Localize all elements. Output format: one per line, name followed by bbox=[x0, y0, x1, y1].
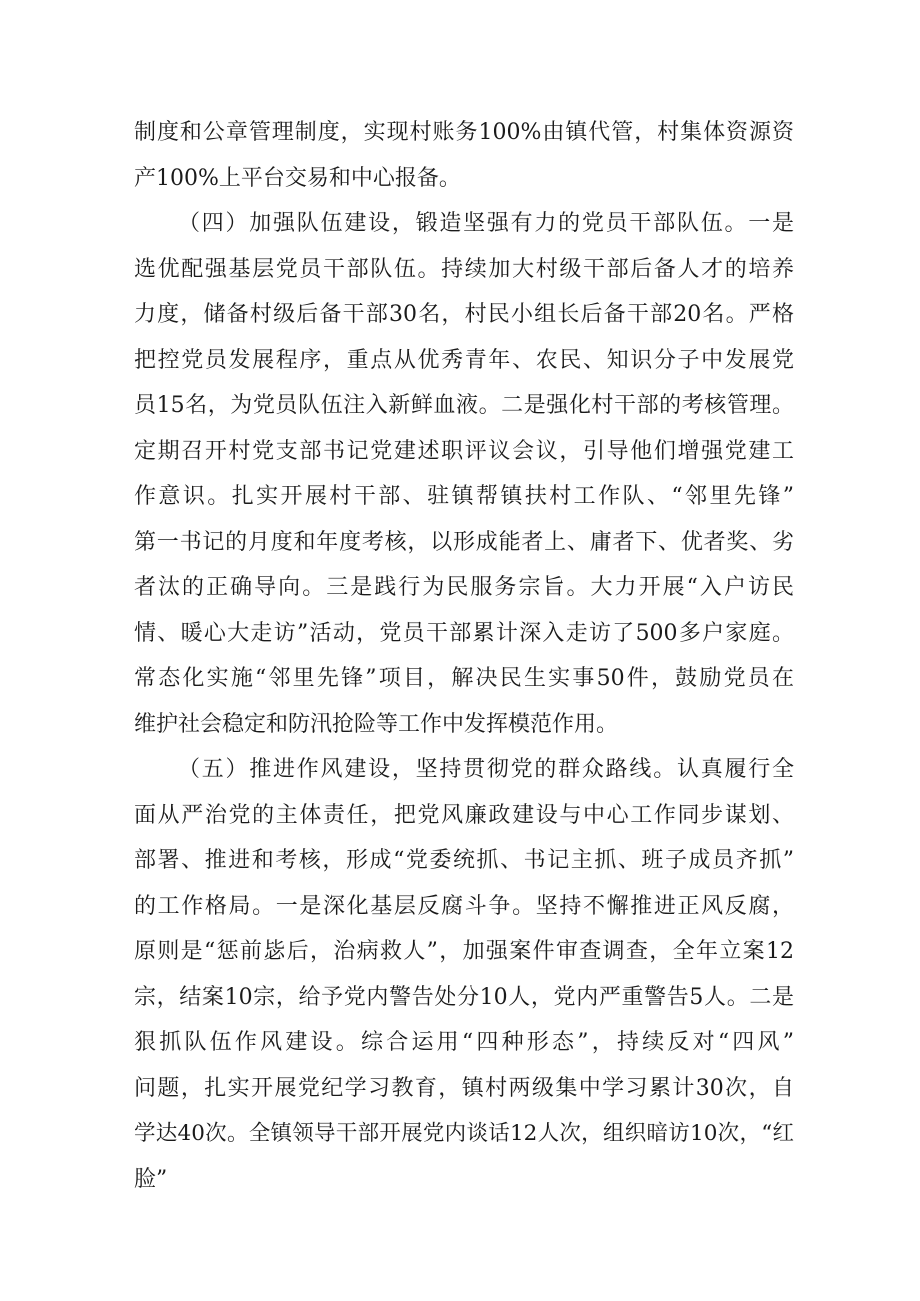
section-heading-line: （四）加强队伍建设，锻造坚强有力的党员干部队伍。一是 bbox=[178, 211, 794, 236]
text-line: 制度和公章管理制度，实现村账务100%由镇代管，村集体资源资 bbox=[134, 120, 794, 145]
text-line: 情、暖心大走访”活动，党员干部累计深入走访了500多户家庭。 bbox=[134, 621, 794, 646]
text-line: 宗，结案10宗，给予党内警告处分10人，党内严重警告5人。二是 bbox=[134, 985, 794, 1010]
text-line: 把控党员发展程序，重点从优秀青年、农民、知识分子中发展党 bbox=[134, 348, 794, 373]
text-line: 作意识。扎实开展村干部、驻镇帮镇扶村工作队、“邻里先锋” bbox=[134, 484, 794, 509]
text-line: 产100%上平台交易和中心报备。 bbox=[134, 166, 461, 191]
text-line: 选优配强基层党员干部队伍。持续加大村级干部后备人才的培养 bbox=[134, 257, 794, 282]
text-line: 学达40次。全镇领导干部开展党内谈话12人次，组织暗访10次，“红 bbox=[134, 1121, 794, 1146]
text-line: 常态化实施“邻里先锋”项目，解决民生实事50件，鼓励党员在 bbox=[134, 666, 794, 691]
text-line: 问题，扎实开展党纪学习教育，镇村两级集中学习累计30次，自 bbox=[134, 1076, 794, 1101]
text-line: 维护社会稳定和防汛抢险等工作中发挥模范作用。 bbox=[134, 712, 619, 737]
text-line: 员15名，为党员队伍注入新鲜血液。二是强化村干部的考核管理。 bbox=[134, 393, 794, 418]
text-line: 力度，储备村级后备干部30名，村民小组长后备干部20名。严格 bbox=[134, 302, 794, 327]
text-line: 狠抓队伍作风建设。综合运用“四种形态”，持续反对“四风” bbox=[134, 1030, 794, 1055]
text-line: 定期召开村党支部书记党建述职评议会议，引导他们增强党建工 bbox=[134, 439, 794, 464]
text-line: 的工作格局。一是深化基层反腐斗争。坚持不懈推进正风反腐， bbox=[134, 894, 794, 919]
text-line: 者汰的正确导向。三是践行为民服务宗旨。大力开展“入户访民 bbox=[134, 575, 794, 600]
text-line: 面从严治党的主体责任，把党风廉政建设与中心工作同步谋划、 bbox=[134, 803, 794, 828]
text-line: 部署、推进和考核，形成“党委统抓、书记主抓、班子成员齐抓” bbox=[134, 848, 794, 873]
text-line: 原则是“惩前毖后，治病救人”，加强案件审查调查，全年立案12 bbox=[134, 939, 794, 964]
text-line: 脸” bbox=[134, 1167, 168, 1192]
text-line: 第一书记的月度和年度考核，以形成能者上、庸者下、优者奖、劣 bbox=[134, 530, 794, 555]
section-heading-line: （五）推进作风建设，坚持贯彻党的群众路线。认真履行全 bbox=[178, 757, 794, 782]
